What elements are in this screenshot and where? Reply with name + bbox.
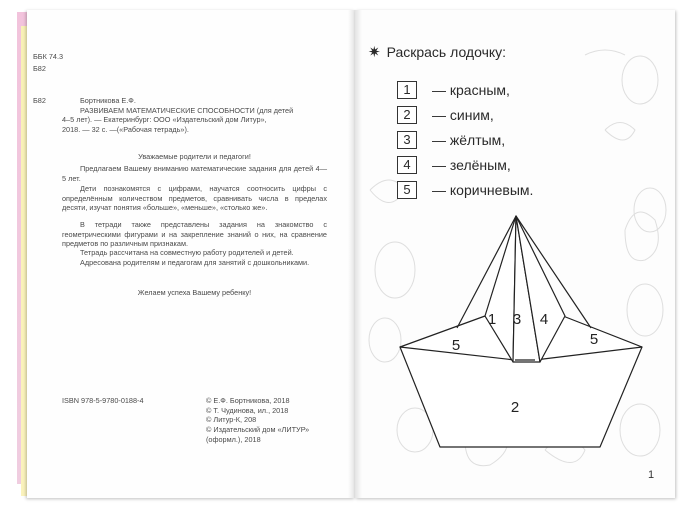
legend-color: — зелёным, [432, 156, 511, 173]
intro-paragraph-1: Предлагаем Вашему вниманию математические задания для детей 4—5 лет. [62, 164, 327, 183]
legend-number-box: 5 [397, 181, 417, 199]
copyright-line: © Т. Чудинова, ил., 2018 [206, 405, 289, 415]
legend-color: — красным, [432, 81, 510, 98]
copyright-line: © Е.Ф. Бортникова, 2018 [206, 396, 290, 405]
copyright-line: © Издательский дом «ЛИТУР» [206, 424, 310, 434]
boat-label-sail-left: 1 [487, 311, 497, 328]
star-icon: ✷ [368, 44, 381, 61]
boat-label-deck-left: 5 [451, 337, 461, 354]
legend-color: — жёлтым, [432, 131, 506, 148]
biblio-line: Бортникова Е.Ф. [80, 96, 136, 105]
boat-label-sail-right: 4 [539, 311, 549, 328]
boat-label-hull: 2 [510, 399, 520, 416]
legend-color: — коричневым. [432, 181, 534, 198]
intro-paragraph-3: В тетради также представлены задания на знакомство с геометрическими фигурами и на закрепление знаний о них, на сравнение предметов по различным признакам. [62, 220, 327, 249]
legend-number-box: 4 [397, 156, 417, 174]
intro-paragraph-2: Дети познакомятся с цифрами, научатся соотносить цифры с определённым количеством предметов, сравнивать числа в пределах десяти, изучат понятия «больше», «меньше», «столько же». [62, 184, 327, 213]
legend-number-box: 1 [397, 81, 417, 99]
boat-label-deck-right: 5 [589, 331, 599, 348]
biblio-line: 4–5 лет). — Екатеринбург: ООО «Издательский дом Литур», [62, 115, 267, 125]
intro-paragraph-4: Тетрадь рассчитана на совместную работу родителей и детей. [80, 248, 294, 257]
bibliographic-record [62, 96, 327, 135]
copyright-line: (оформл.), 2018 [206, 434, 261, 444]
legend-number-box: 3 [397, 131, 417, 149]
author-mark-top: Б82 [33, 64, 46, 73]
intro-paragraph-5: Адресована родителям и педагогам для занятий с дошкольниками. [80, 258, 310, 267]
greeting: Уважаемые родители и педагоги! [138, 152, 251, 161]
task-title-text: Раскрась лодочку: [386, 44, 507, 60]
page-number: 1 [648, 469, 655, 481]
copyright-line: © Литур-К, 208 [206, 415, 257, 425]
biblio-line: РАЗВИВАЕМ МАТЕМАТИЧЕСКИЕ СПОСОБНОСТИ (для детей [80, 105, 294, 115]
boat-drawing [355, 10, 675, 498]
boat-label-sail-middle: 3 [512, 311, 522, 328]
legend-color: — синим, [432, 106, 494, 123]
legend-number-box: 2 [397, 106, 417, 124]
author-mark-side: Б82 [33, 96, 46, 105]
bbk-code: ББК 74.3 [33, 52, 64, 61]
biblio-line: 2018. — 32 с. —(«Рабочая тетрадь»). [62, 124, 189, 134]
copyright-block [206, 396, 336, 444]
isbn: ISBN 978-5-9780-0188-4 [62, 396, 144, 405]
wish-text: Желаем успеха Вашему ребенку! [137, 288, 252, 297]
